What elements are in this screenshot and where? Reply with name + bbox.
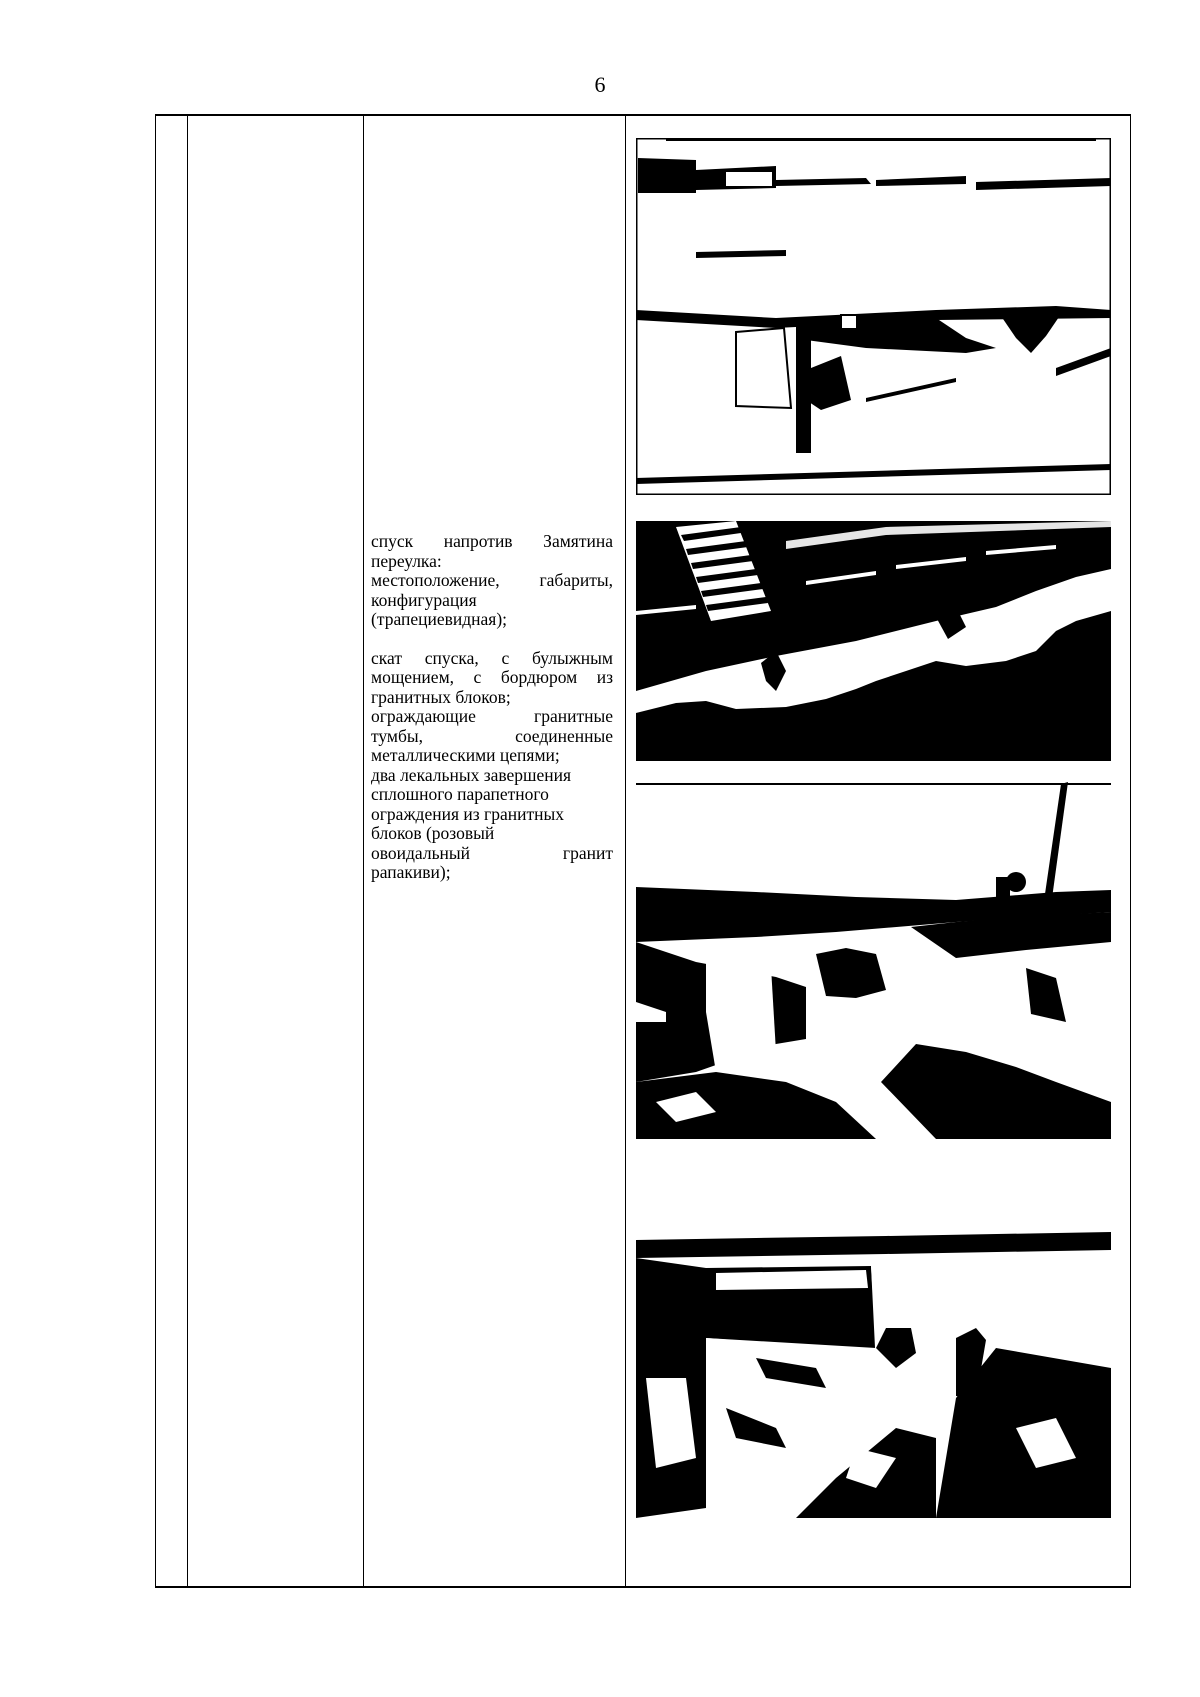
text-line: ограждающие гранитные	[371, 706, 613, 726]
text-line: ограждения из гранитных	[371, 803, 564, 824]
photo-2	[636, 521, 1111, 761]
text-line: (трапециевидная);	[371, 609, 508, 629]
text-line: гранитных блоков;	[371, 686, 511, 707]
text-line: овоидальный гранит	[371, 842, 613, 863]
description-paragraph-1	[371, 532, 613, 630]
photo-3	[636, 782, 1111, 1139]
text-line: сплошного парапетного	[371, 784, 549, 804]
text-line: местоположение, габариты,	[371, 570, 613, 590]
photo-1	[636, 138, 1111, 495]
text-line: конфигурация	[371, 589, 477, 610]
text-line: рапакиви);	[371, 862, 451, 882]
text-line: тумбы, соединенные	[371, 725, 613, 746]
column-divider-3	[625, 116, 626, 1586]
text-line: блоков (розовый	[371, 823, 495, 843]
column-divider-1	[187, 116, 188, 1586]
text-line: скат спуска, с булыжным	[371, 647, 613, 668]
photo-4	[636, 1228, 1111, 1518]
text-line: два лекальных завершения	[371, 764, 572, 785]
description-cell	[371, 532, 613, 883]
description-paragraph-2	[371, 649, 613, 883]
text-line: мощением, с бордюром из	[371, 667, 613, 687]
text-line: спуск напротив Замятина	[371, 531, 613, 551]
text-line: переулка:	[371, 550, 442, 571]
text-line: металлическими цепями;	[371, 745, 560, 765]
page-number: 6	[594, 72, 606, 97]
column-divider-2	[363, 116, 364, 1586]
